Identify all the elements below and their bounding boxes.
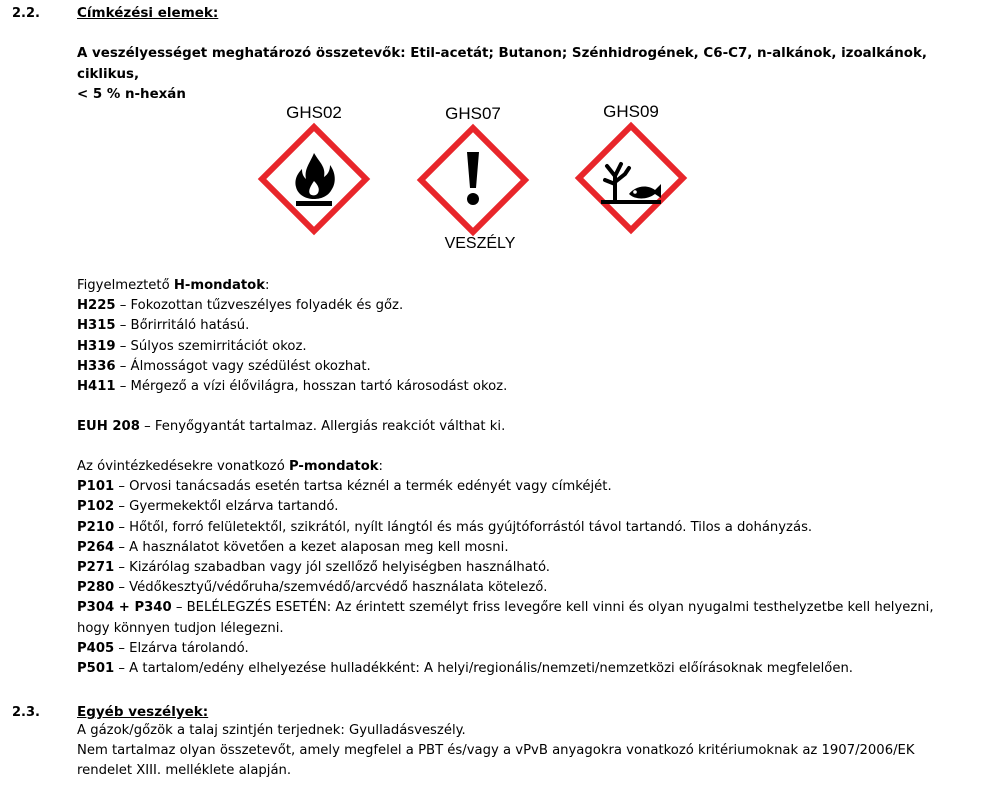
p-statement (77, 518, 967, 538)
section-title: Címkézési elemek: (77, 5, 219, 21)
pictogram-ghs02 (254, 103, 374, 239)
h-statement (77, 357, 967, 377)
statement-text: – Mérgező a vízi élővilágra, hosszan tartó károsodást okoz. (115, 378, 508, 394)
p-statement (77, 659, 967, 679)
statement-text: – Orvosi tanácsadás esetén tartsa kéznél a termék edényét vagy címkéjét. (114, 479, 612, 495)
signal-word: VESZÉLY (444, 235, 516, 252)
pictogram-ghs09 (571, 102, 691, 238)
h-statements (77, 276, 967, 397)
statement-text: – Gyermekektől elzárva tartandó. (114, 499, 339, 515)
h-statement (77, 377, 967, 397)
statement-code: P280 (77, 580, 115, 596)
statement-code: P102 (77, 499, 115, 515)
statement-text: – Álmosságot vagy szédülést okozhat. (115, 358, 371, 374)
euh-statement (77, 417, 967, 437)
pictogram-code: GHS02 (286, 103, 342, 122)
p-statement-continuation (77, 619, 967, 639)
statement-code: H336 (77, 358, 116, 374)
statement-plus: + (114, 600, 135, 616)
h-statement (77, 316, 967, 336)
statement-code: P271 (77, 559, 115, 575)
pictogram-code: GHS09 (603, 102, 659, 121)
flame-icon (254, 119, 374, 239)
statement-text: – Fokozottan tűzveszélyes folyadék és gőz. (115, 298, 404, 314)
p-statement (77, 578, 967, 598)
statement-code: H319 (77, 338, 116, 354)
p-statement (77, 477, 967, 497)
statement-code: P501 (77, 660, 115, 676)
statement-code: H225 (77, 298, 116, 314)
statement-text: – Bőrirritáló hatású. (115, 318, 250, 334)
statement-text: – Elzárva tárolandó. (114, 640, 249, 656)
p-statement (77, 497, 967, 517)
pictogram-ghs07 (413, 104, 533, 240)
p-statement (77, 639, 967, 659)
pictogram-code: GHS07 (445, 104, 501, 123)
p-statement (77, 538, 967, 558)
statement-text: – Súlyos szemirritációt okoz. (115, 338, 307, 354)
other-hazards-line: A gázok/gőzök a talaj szintjén terjednek: Gyulladásveszély. (77, 723, 466, 738)
statement-code: P210 (77, 519, 115, 535)
p-statements (77, 457, 967, 679)
statement-code: H315 (77, 318, 116, 334)
hazardous-components (77, 44, 967, 106)
intro-suffix: : (265, 278, 270, 293)
statement-code: H411 (77, 378, 116, 394)
statement-text: – Fenyőgyantát tartalmaz. Allergiás reakciót válthat ki. (139, 419, 506, 434)
hazardous-components-line: A veszélyességet meghatározó összetevők: Etil-acetát; Butanon; Szénhidrogének, C6-C7, n-alkánok, izoalkánok, ciklikus, (77, 46, 927, 82)
section-title: Egyéb veszélyek: (77, 704, 209, 720)
h-statement (77, 337, 967, 357)
p-statement (77, 598, 967, 618)
p-statements-intro (77, 457, 967, 477)
statement-code: P264 (77, 539, 115, 555)
statement-text: – A használatot követően a kezet alaposan meg kell mosni. (114, 539, 509, 555)
intro-bold: P-mondatok (288, 459, 379, 474)
p-statement (77, 558, 967, 578)
statement-text: hogy könnyen tudjon lélegezni. (77, 620, 284, 636)
intro-text: Az óvintézkedésekre vonatkozó (77, 459, 289, 474)
other-hazards-line: rendelet XIII. melléklete alapján. (77, 763, 292, 779)
intro-suffix: : (378, 459, 383, 474)
statement-code: EUH 208 (77, 419, 140, 434)
statement-text: – BELÉLEGZÉS ESETÉN: Az érintett személyt friss levegőre kell vinni és olyan nyugalmi testhelyzetbe kell helyezni, (171, 600, 934, 616)
statement-text: – Hőtől, forró felületektől, szikrától, nyílt lángtól és más gyújtóforrástól távol tartandó. Tilos a dohányzás. (114, 519, 813, 535)
other-hazards-line: Nem tartalmaz olyan összetevőt, amely megfelel a PBT és/vagy a vPvB anyagokra vonatkozó kritériumoknak az 1907/2006/EK (77, 743, 915, 759)
intro-bold: H-mondatok (173, 278, 266, 293)
intro-text: Figyelmeztető (77, 278, 174, 293)
statement-text: – A tartalom/edény elhelyezése hulladékként: A helyi/regionális/nemzeti/nemzetközi előírásoknak megfelelően. (114, 660, 853, 676)
statement-code: P340 (134, 600, 172, 616)
statement-text: – Védőkesztyű/védőruha/szemvédő/arcvédő használata kötelező. (114, 580, 548, 596)
h-statements-intro (77, 276, 967, 296)
other-hazards (77, 721, 967, 782)
statement-code: P304 (77, 600, 115, 616)
statement-code: P405 (77, 640, 115, 656)
statement-code: P101 (77, 479, 115, 495)
hazardous-components-line: < 5 % n-hexán (77, 87, 186, 102)
environment-icon (571, 118, 691, 238)
statement-text: – Kizárólag szabadban vagy jól szellőző helyiségben használható. (114, 559, 550, 575)
h-statement (77, 296, 967, 316)
section-number: 2.2. (12, 6, 40, 21)
exclamation-icon (413, 120, 533, 240)
section-number: 2.3. (12, 705, 40, 720)
